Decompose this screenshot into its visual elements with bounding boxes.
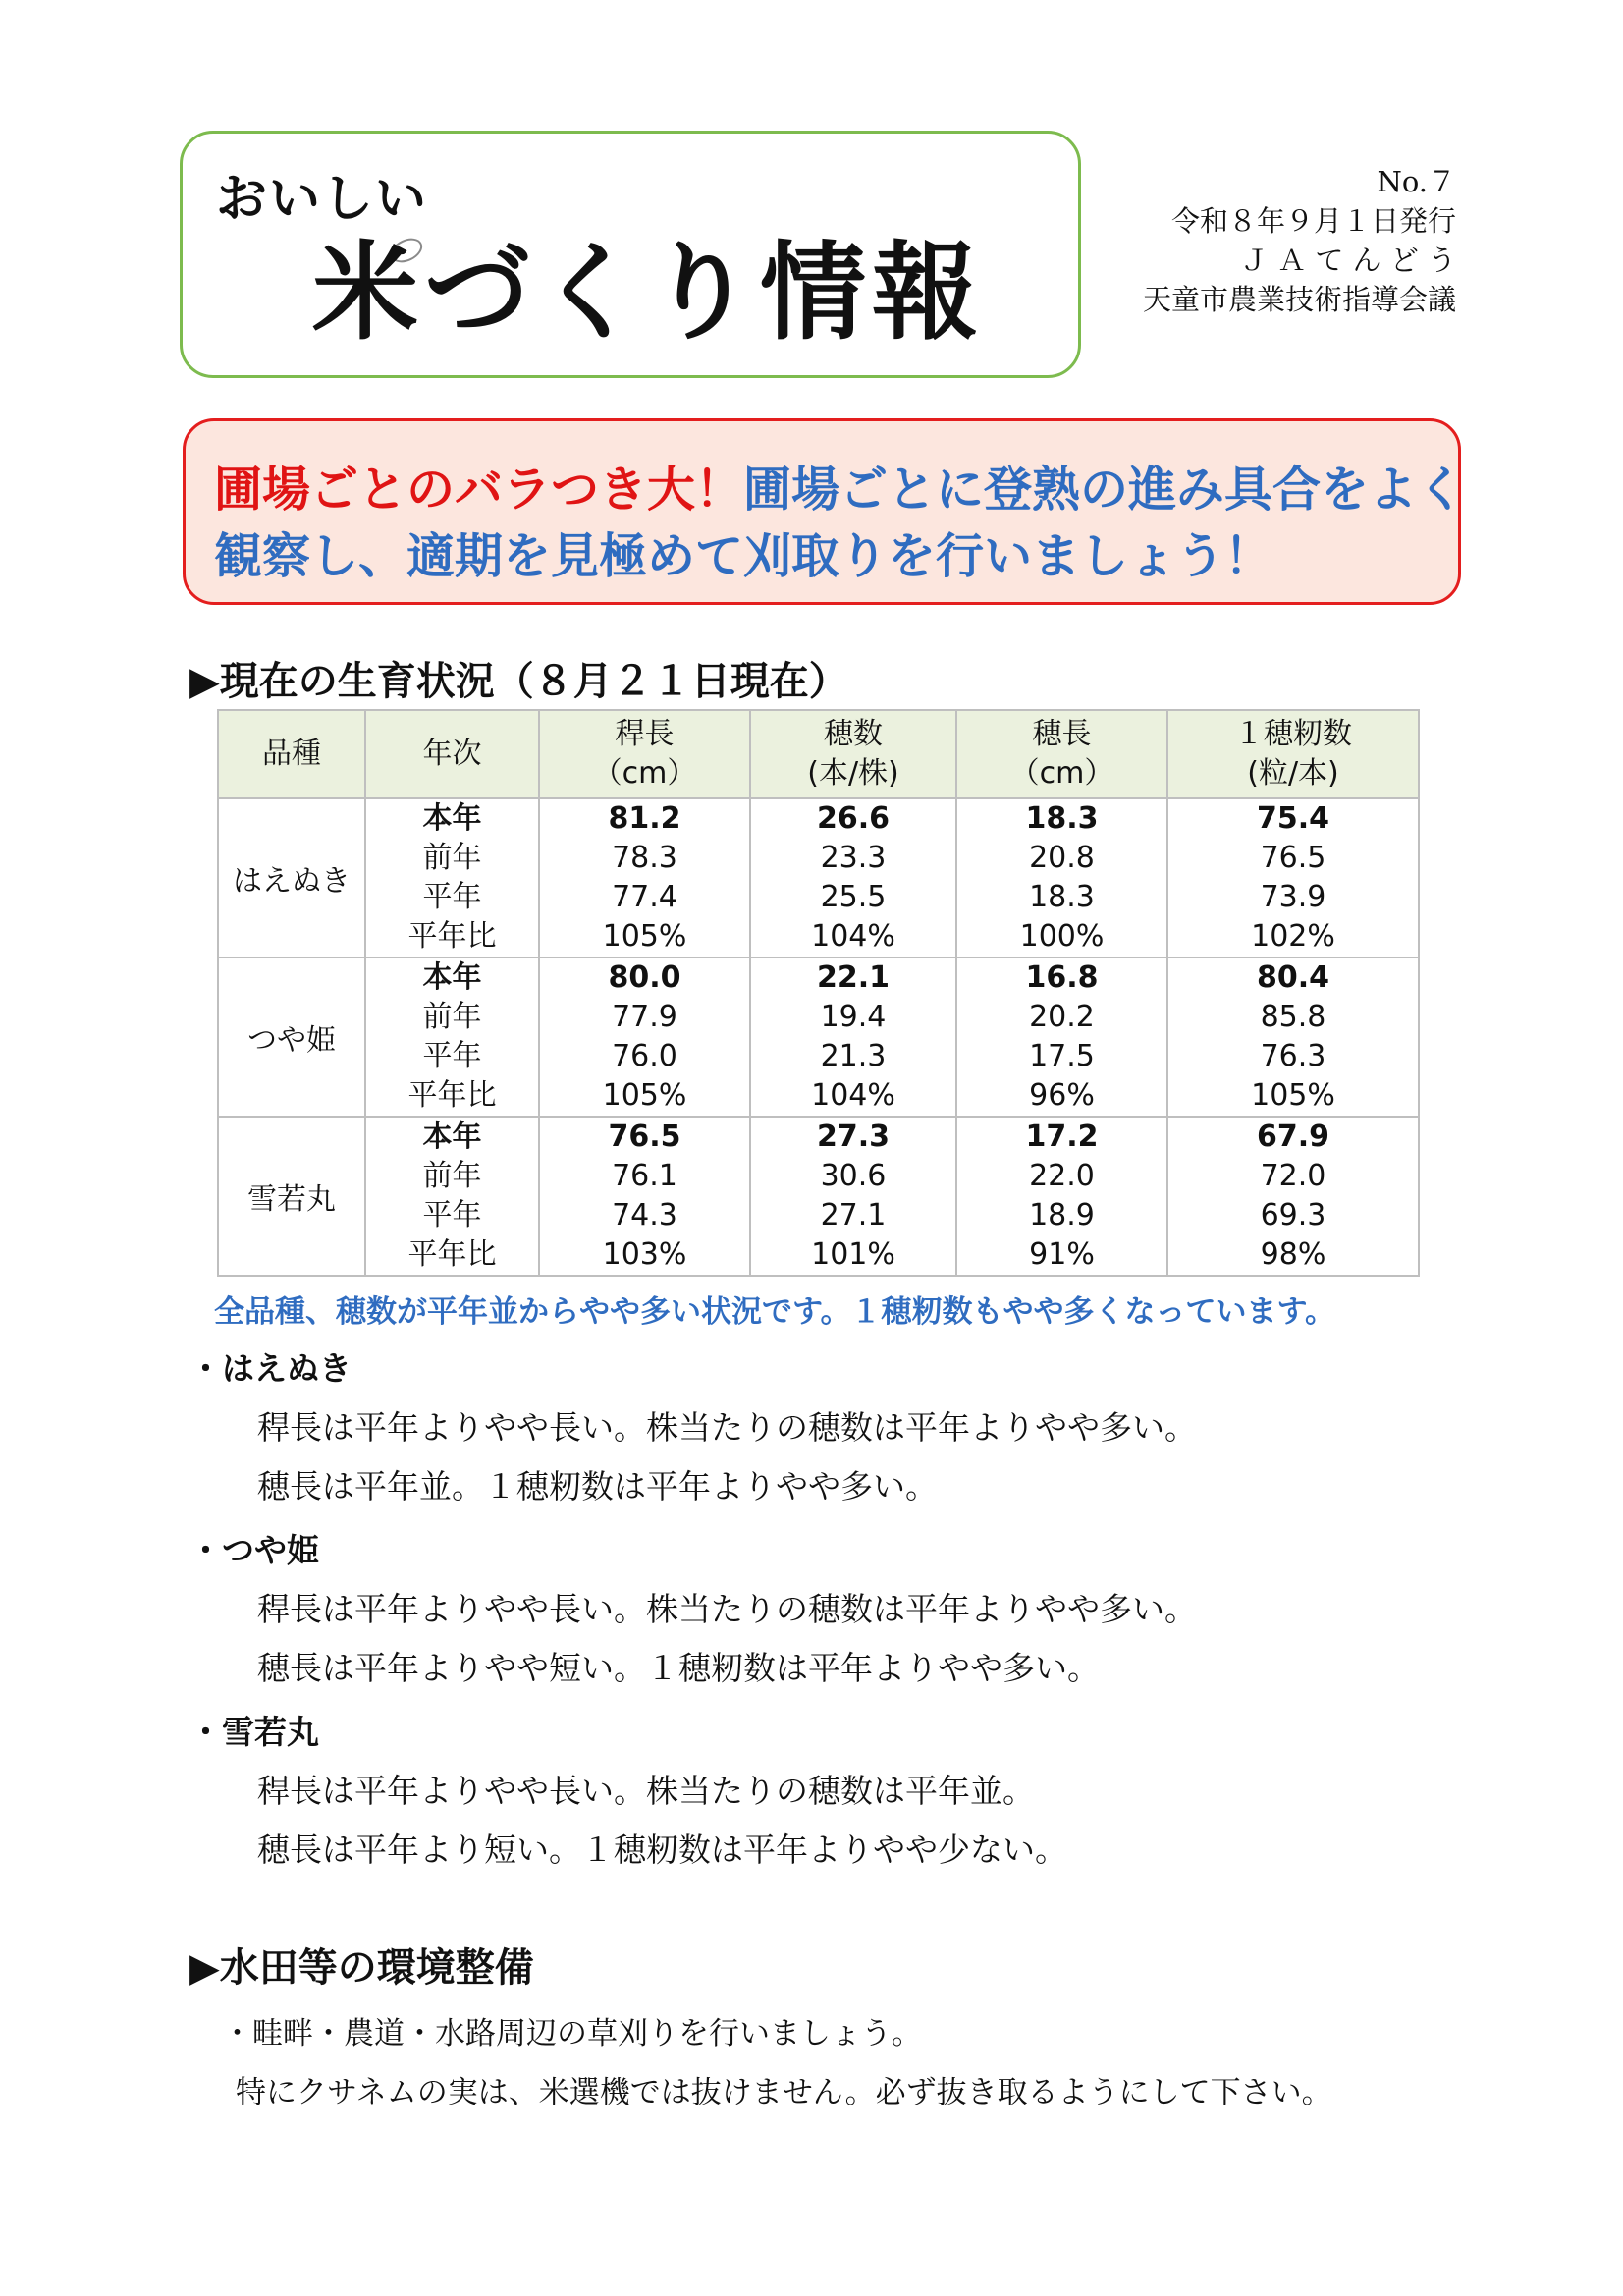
value: 20.2 [1029,1000,1095,1034]
variety-comment: 穂長は平年よりやや短い。１穂籾数は平年よりやや多い。 [257,1649,1100,1687]
value: 72.0 [1260,1159,1326,1193]
value: 30.6 [820,1159,887,1193]
value-cell-panicles [750,798,956,957]
issue-info [1143,162,1456,319]
value: 27.3 [816,1120,891,1154]
banner-line-1 [214,452,1465,520]
variety-comment: 穂長は平年より短い。１穂籾数は平年よりやや少ない。 [257,1831,1067,1869]
value-cell-grains [1167,957,1419,1117]
value: 75.4 [1256,801,1330,836]
variety-cell: つや姫 [218,957,365,1117]
header-grains-per-panicle: １穂籾数 (粒/本) [1167,710,1419,798]
value: 104% [811,919,895,954]
value-cell-panicles [750,1117,956,1276]
year-label: 前年 [422,1000,482,1034]
value: 21.3 [820,1039,887,1073]
growth-summary: 全品種、穂数が平年並からやや多い状況です。１穂籾数もやや多くなっています。 [214,1294,1336,1330]
year-cell [365,957,539,1117]
banner-line-2: 観察し、適期を見極めて刈取りを行いましょう！ [214,528,1273,584]
value: 18.9 [1029,1198,1095,1232]
variety-cell: はえぬき [218,798,365,957]
year-label: 平年比 [407,919,497,954]
banner-blue-text: 圃場ごとに登熟の進み具合をよく [743,462,1466,518]
value: 105% [602,1078,687,1113]
value: 96% [1029,1078,1095,1113]
issue-number: No.７ [1377,165,1456,198]
value: 76.5 [608,1120,681,1154]
year-label: 平年 [422,1198,482,1232]
year-label: 前年 [422,841,482,875]
section-title-environment: ▶水田等の環境整備 [189,1945,534,1991]
value: 26.6 [816,801,891,836]
header-year: 年次 [365,710,539,798]
value: 76.5 [1260,841,1326,875]
variety-cell: 雪若丸 [218,1117,365,1276]
header-culm-length: 稈長 （cm） [539,710,750,798]
value: 76.0 [612,1039,677,1073]
variety-comment: 穂長は平年並。１穂籾数は平年よりやや多い。 [257,1467,938,1505]
environment-line-2: 特にクサネムの実は、米選機では抜けません。必ず抜き取るようにして下さい。 [236,2075,1332,2110]
value: 98% [1260,1237,1326,1272]
value: 17.5 [1029,1039,1095,1073]
year-label: 平年比 [407,1078,497,1113]
value-cell-grains [1167,798,1419,957]
value: 85.8 [1260,1000,1326,1034]
issue-date: 令和８年９月１日発行 [1170,204,1456,238]
header-variety: 品種 [218,710,365,798]
value: 76.3 [1260,1039,1326,1073]
growth-table [217,709,1420,1277]
value: 23.3 [820,841,887,875]
value: 73.9 [1260,880,1326,914]
value-cell-panicle-len [956,957,1167,1117]
value: 103% [602,1237,687,1272]
year-cell [365,1117,539,1276]
value-cell-panicles [750,957,956,1117]
value: 105% [602,919,687,954]
value: 18.3 [1029,880,1095,914]
publisher-council: 天童市農業技術指導会議 [1142,283,1456,316]
year-label: 前年 [422,1159,482,1193]
year-label: 平年比 [407,1237,497,1272]
value: 104% [811,1078,895,1113]
section-title-growth: ▶現在の生育状況（８月２１日現在） [189,659,848,704]
variety-heading-yukiwakamaru: ・雪若丸 [189,1713,319,1751]
title-small: おいしい [216,170,429,229]
value: 80.4 [1256,960,1330,995]
value: 105% [1251,1078,1335,1113]
table-row [218,798,1419,957]
banner-red-text: 圃場ごとのバラつき大！ [214,462,744,518]
year-cell [365,798,539,957]
table-row [218,1117,1419,1276]
value: 101% [811,1237,895,1272]
value: 16.8 [1025,960,1099,995]
value: 78.3 [612,841,677,875]
value: 20.8 [1029,841,1095,875]
variety-comment: 稈長は平年よりやや長い。株当たりの穂数は平年よりやや多い。 [257,1590,1197,1628]
table-row [218,957,1419,1117]
value: 22.0 [1029,1159,1095,1193]
variety-heading-tsuyahime: ・つや姫 [189,1531,319,1569]
variety-comment: 稈長は平年よりやや長い。株当たりの穂数は平年並。 [257,1772,1035,1810]
header-panicle-count: 穂数 (本/株) [750,710,956,798]
variety-heading-haenuki: ・はえぬき [189,1349,352,1388]
table-header-row [218,710,1419,798]
variety-comment: 稈長は平年よりやや長い。株当たりの穂数は平年よりやや多い。 [257,1408,1197,1447]
year-label: 本年 [422,960,482,995]
value-cell-culm [539,798,750,957]
value: 102% [1251,919,1335,954]
value: 22.1 [816,960,891,995]
environment-line-1: ・畦畔・農道・水路周辺の草刈りを行いましょう。 [222,2016,922,2051]
title-main: 米づくり情報 [312,232,985,355]
year-label: 平年 [422,880,482,914]
header-panicle-length: 穂長 （cm） [956,710,1167,798]
value: 80.0 [608,960,681,995]
value-cell-panicle-len [956,1117,1167,1276]
value: 76.1 [612,1159,677,1193]
value: 18.3 [1025,801,1099,836]
year-label: 本年 [422,801,482,836]
value: 69.3 [1260,1198,1326,1232]
value: 74.3 [612,1198,677,1232]
value-cell-panicle-len [956,798,1167,957]
publisher-ja: Ｊ Ａ て ん ど う [1239,244,1456,277]
value: 19.4 [820,1000,887,1034]
value: 27.1 [820,1198,887,1232]
value: 17.2 [1025,1120,1099,1154]
value-cell-culm [539,1117,750,1276]
value: 100% [1019,919,1105,954]
year-label: 本年 [422,1120,482,1154]
value: 77.9 [612,1000,677,1034]
value: 91% [1029,1237,1095,1272]
value-cell-grains [1167,1117,1419,1276]
year-label: 平年 [422,1039,482,1073]
value-cell-culm [539,957,750,1117]
value: 25.5 [820,880,887,914]
value: 77.4 [612,880,677,914]
value: 81.2 [608,801,681,836]
value: 67.9 [1256,1120,1330,1154]
